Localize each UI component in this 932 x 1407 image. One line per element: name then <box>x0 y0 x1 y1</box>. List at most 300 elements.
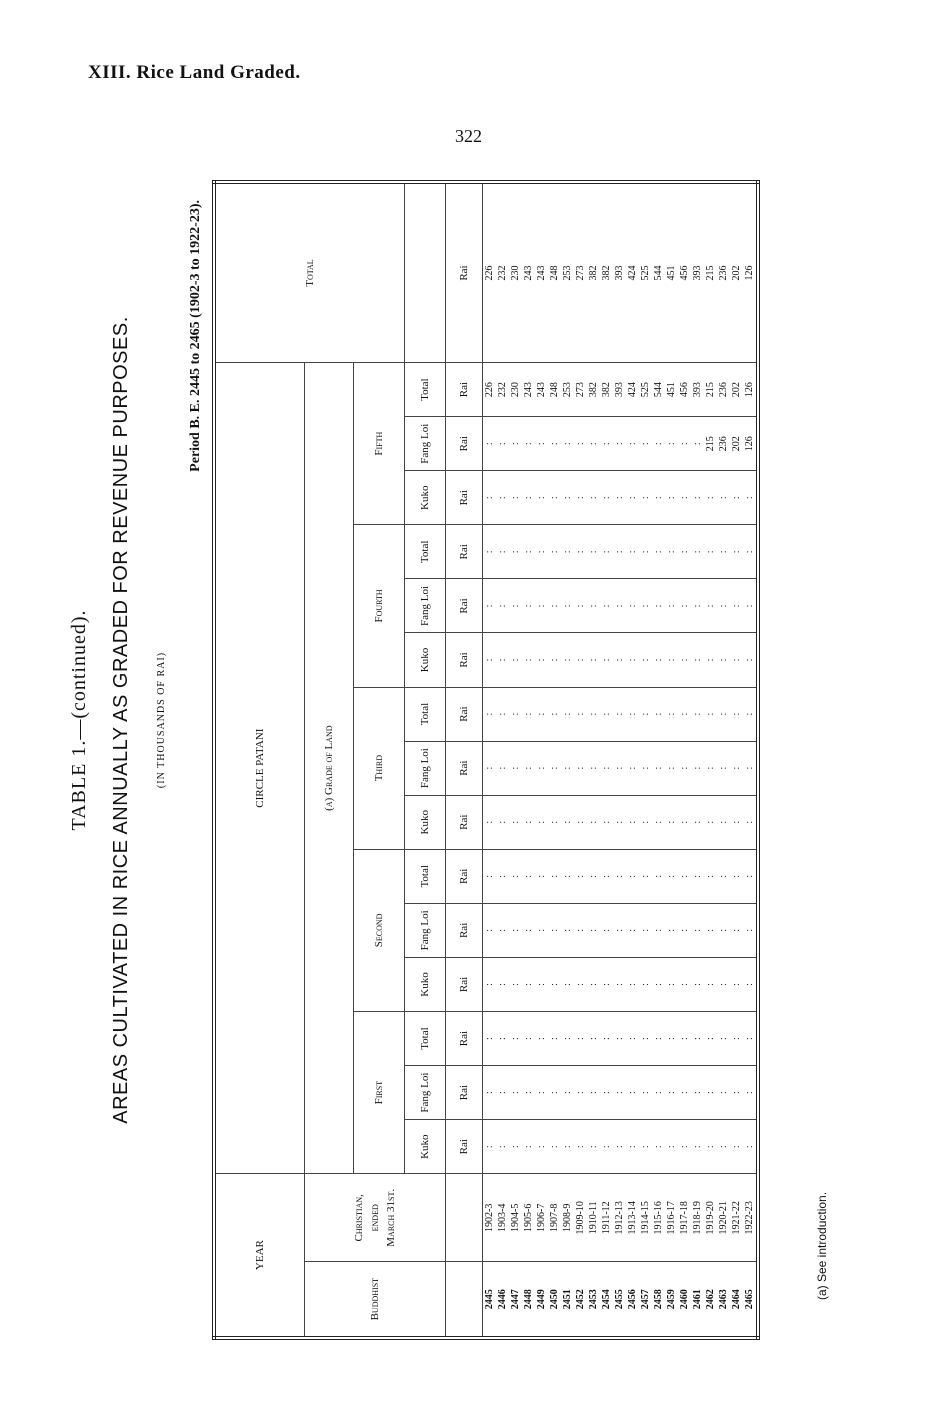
buddhist-year: 2464 <box>731 1289 742 1310</box>
christian-year: 1909-10 <box>575 1201 586 1235</box>
christian-year: 1911-12 <box>601 1201 612 1235</box>
subheader-first-total: Total <box>405 1012 446 1066</box>
blank-mark: : <box>627 1145 638 1149</box>
fifth-total-value: 202 <box>731 382 742 398</box>
blank-mark: : <box>588 1145 599 1149</box>
blank-mark: : <box>536 820 547 824</box>
grand-total-value: 544 <box>653 265 664 281</box>
unit-label: Rai <box>446 417 483 471</box>
grand-total-value: 202 <box>731 265 742 281</box>
blank-mark: : <box>523 550 534 554</box>
blank-mark: : <box>549 766 560 770</box>
grand-total-value: 248 <box>549 265 560 281</box>
blank-mark: : <box>536 766 547 770</box>
grade-third: Third <box>354 687 405 849</box>
blank-mark: : <box>705 1145 716 1149</box>
blank-mark: : <box>588 550 599 554</box>
table-label: TABLE 1.—(continued). <box>68 609 90 831</box>
blank-mark: : <box>523 1145 534 1149</box>
blank-mark: : <box>731 1145 742 1149</box>
blank-mark: : <box>627 983 638 986</box>
blank-mark: : <box>523 442 534 446</box>
blank-column <box>483 687 759 741</box>
blank-mark: : <box>523 712 534 716</box>
blank-mark: : <box>640 442 651 446</box>
blank-mark: : <box>497 550 508 554</box>
period-label: Period B. E. 2445 to 2465 (1902-3 to 1922-23). <box>188 200 203 472</box>
blank-mark: : <box>601 766 612 770</box>
blank-mark: : <box>484 766 495 770</box>
grand-total-value: 424 <box>627 265 638 281</box>
blank-mark: : <box>666 604 677 608</box>
blank-mark: : <box>627 712 638 716</box>
blank-mark: : <box>666 550 677 554</box>
blank-mark: : <box>705 1037 716 1040</box>
blank-mark: : <box>510 658 521 662</box>
blank-mark: : <box>536 712 547 716</box>
blank-mark: : <box>744 929 755 932</box>
blank-mark: : <box>679 550 690 554</box>
blank-mark: : <box>627 658 638 662</box>
blank-mark: : <box>731 983 742 986</box>
buddhist-year: 2455 <box>614 1289 625 1310</box>
blank-mark: : <box>536 1037 547 1040</box>
blank-mark: : <box>640 712 651 716</box>
buddhist-header: Buddhist <box>305 1262 446 1338</box>
christian-year: 1921-22 <box>731 1201 742 1235</box>
blank-mark: : <box>705 496 716 500</box>
blank-mark: : <box>523 929 534 932</box>
total-header: Total <box>214 182 405 363</box>
blank-mark: : <box>692 712 703 716</box>
blank-mark: : <box>653 766 664 770</box>
blank-column <box>483 1012 759 1066</box>
blank-mark: : <box>692 983 703 986</box>
unit-label: Rai <box>446 903 483 957</box>
table-title: AREAS CULTIVATED IN RICE ANNUALLY AS GRADED FOR REVENUE PURPOSES. <box>110 316 132 1124</box>
buddhist-year: 2449 <box>536 1289 547 1310</box>
buddhist-year: 2457 <box>640 1289 651 1310</box>
blank-mark: : <box>705 929 716 932</box>
blank-mark: : <box>523 1091 534 1095</box>
footnote: (a) See introduction. <box>815 1191 829 1300</box>
blank-mark: : <box>497 983 508 986</box>
christian-year: 1920-21 <box>718 1201 729 1235</box>
buddhist-year: 2461 <box>692 1289 703 1310</box>
blank-mark: : <box>692 929 703 932</box>
fifth-total-value: 236 <box>718 382 729 398</box>
blank-mark: : <box>731 550 742 554</box>
blank-mark: : <box>653 496 664 500</box>
blank-mark: : <box>653 820 664 824</box>
unit-label: Rai <box>446 1120 483 1174</box>
christian-year: 1905-6 <box>523 1203 534 1232</box>
fifth-total-value: 382 <box>601 382 612 398</box>
grand-total-value: 236 <box>718 265 729 281</box>
blank-mark: : <box>588 604 599 608</box>
blank-mark: : <box>536 874 547 878</box>
subheader-fifth-kuko: Kuko <box>405 471 446 525</box>
blank-mark: : <box>653 712 664 716</box>
blank-mark: : <box>666 820 677 824</box>
blank-mark: : <box>744 874 755 878</box>
blank-mark: : <box>679 983 690 986</box>
christian-year: 1908-9 <box>562 1203 573 1232</box>
blank-mark: : <box>588 496 599 500</box>
blank-mark: : <box>497 1037 508 1040</box>
fifth-fang-loi-value: 126 <box>744 436 755 452</box>
blank-mark: : <box>562 983 573 986</box>
blank-column <box>483 525 759 579</box>
subheader-second-fang-loi: Fang Loi <box>405 903 446 957</box>
grade-second: Second <box>354 849 405 1011</box>
grand-total-value: 382 <box>588 265 599 281</box>
blank-mark: : <box>679 874 690 878</box>
buddhist-year: 2450 <box>549 1289 560 1310</box>
blank-mark: : <box>601 874 612 878</box>
blank-mark: : <box>601 1091 612 1095</box>
blank-mark: : <box>718 550 729 554</box>
blank-mark: : <box>718 1145 729 1149</box>
subheader-fourth-kuko: Kuko <box>405 633 446 687</box>
blank-mark: : <box>627 1091 638 1095</box>
blank-mark: : <box>744 604 755 608</box>
blank-mark: : <box>575 658 586 662</box>
buddhist-year: 2454 <box>601 1289 612 1310</box>
grade-fourth: Fourth <box>354 525 405 687</box>
grand-total-value: 243 <box>523 265 534 281</box>
blank-mark: : <box>549 929 560 932</box>
blank-mark: : <box>692 820 703 824</box>
blank-mark: : <box>718 766 729 770</box>
blank-mark: : <box>575 496 586 500</box>
blank-mark: : <box>679 1037 690 1040</box>
blank-mark: : <box>614 1145 625 1149</box>
year-header: YEAR <box>214 1174 305 1338</box>
blank-mark: : <box>523 874 534 878</box>
christian-year: 1904-5 <box>510 1203 521 1232</box>
christian-year: 1919-20 <box>705 1201 716 1235</box>
blank-mark: : <box>575 550 586 554</box>
blank-mark: : <box>679 1091 690 1095</box>
blank-mark: : <box>653 550 664 554</box>
blank-mark: : <box>562 929 573 932</box>
blank-mark: : <box>614 496 625 500</box>
blank-mark: : <box>731 820 742 824</box>
fifth-total-value: 393 <box>614 382 625 398</box>
blank-mark: : <box>510 874 521 878</box>
blank-column <box>483 741 759 795</box>
unit-label: Rai <box>446 471 483 525</box>
blank-mark: : <box>575 983 586 986</box>
blank-mark: : <box>705 604 716 608</box>
blank-mark: : <box>731 766 742 770</box>
blank-mark: : <box>549 874 560 878</box>
blank-mark: : <box>731 496 742 500</box>
blank-mark: : <box>692 550 703 554</box>
blank-mark: : <box>510 442 521 446</box>
grand-total-value: 230 <box>510 265 521 281</box>
blank-mark: : <box>536 496 547 500</box>
grade-first: First <box>354 1012 405 1174</box>
subheader-third-total: Total <box>405 687 446 741</box>
blank-mark: : <box>744 658 755 662</box>
blank-mark: : <box>497 712 508 716</box>
blank-mark: : <box>549 820 560 824</box>
blank-mark: : <box>614 983 625 986</box>
blank-mark: : <box>679 1145 690 1149</box>
total-subheader-blank <box>405 182 446 363</box>
blank-mark: : <box>510 766 521 770</box>
blank-mark: : <box>744 1145 755 1149</box>
blank-mark: : <box>666 766 677 770</box>
blank-mark: : <box>705 550 716 554</box>
blank-mark: : <box>731 604 742 608</box>
blank-mark: : <box>627 550 638 554</box>
blank-mark: : <box>627 929 638 932</box>
blank-mark: : <box>666 496 677 500</box>
blank-mark: : <box>536 983 547 986</box>
subheader-second-kuko: Kuko <box>405 957 446 1011</box>
unit-label: Rai <box>446 795 483 849</box>
blank-mark: : <box>640 929 651 932</box>
blank-mark: : <box>536 550 547 554</box>
christian-year: 1903-4 <box>497 1203 508 1232</box>
blank-mark: : <box>666 983 677 986</box>
blank-mark: : <box>510 820 521 824</box>
blank-mark: : <box>705 1091 716 1095</box>
fifth-total-value: 424 <box>627 382 638 398</box>
blank-mark: : <box>601 712 612 716</box>
blank-mark: : <box>601 929 612 932</box>
buddhist-year: 2452 <box>575 1289 586 1310</box>
blank-mark: : <box>692 874 703 878</box>
grand-total-value: 126 <box>744 265 755 281</box>
blank-mark: : <box>575 712 586 716</box>
blank-mark: : <box>484 874 495 878</box>
blank-mark: : <box>614 550 625 554</box>
blank-mark: : <box>692 442 703 446</box>
blank-mark: : <box>562 496 573 500</box>
blank-mark: : <box>562 820 573 824</box>
blank-mark: : <box>692 1145 703 1149</box>
buddhist-year: 2459 <box>666 1289 677 1310</box>
subheader-first-kuko: Kuko <box>405 1120 446 1174</box>
blank-mark: : <box>744 1037 755 1040</box>
blank-mark: : <box>705 983 716 986</box>
blank-mark: : <box>627 604 638 608</box>
unit-blank <box>446 1174 483 1262</box>
christian-year: 1906-7 <box>536 1203 547 1232</box>
unit-label: Rai <box>446 1066 483 1120</box>
blank-mark: : <box>549 658 560 662</box>
rotated-page <box>60 80 840 1360</box>
blank-mark: : <box>614 1037 625 1040</box>
blank-mark: : <box>653 1145 664 1149</box>
blank-mark: : <box>549 712 560 716</box>
blank-mark: : <box>601 442 612 446</box>
blank-mark: : <box>705 712 716 716</box>
blank-mark: : <box>614 820 625 824</box>
christian-year: 1914-15 <box>640 1201 651 1235</box>
blank-mark: : <box>484 712 495 716</box>
christian-year: 1907-8 <box>549 1203 560 1232</box>
blank-mark: : <box>744 766 755 770</box>
fifth-total-value: 126 <box>744 382 755 398</box>
blank-mark: : <box>575 1037 586 1040</box>
christian-year: 1910-11 <box>588 1201 599 1235</box>
fifth-total-value: 232 <box>497 382 508 398</box>
blank-mark: : <box>744 550 755 554</box>
blank-mark: : <box>497 874 508 878</box>
blank-mark: : <box>692 1037 703 1040</box>
blank-mark: : <box>484 550 495 554</box>
blank-mark: : <box>497 929 508 932</box>
blank-mark: : <box>588 766 599 770</box>
blank-column <box>483 957 759 1011</box>
blank-mark: : <box>510 496 521 500</box>
blank-mark: : <box>744 712 755 716</box>
blank-mark: : <box>484 496 495 500</box>
fifth-total-value: 243 <box>523 382 534 398</box>
fifth-fang-loi-value: 215 <box>705 436 716 452</box>
christian-year: 1922-23 <box>744 1201 755 1235</box>
blank-mark: : <box>549 1037 560 1040</box>
fifth-total-value: 382 <box>588 382 599 398</box>
blank-mark: : <box>640 874 651 878</box>
blank-mark: : <box>640 604 651 608</box>
blank-column <box>483 1120 759 1174</box>
blank-mark: : <box>510 983 521 986</box>
grand-total-value: 393 <box>692 265 703 281</box>
blank-mark: : <box>666 874 677 878</box>
blank-mark: : <box>679 766 690 770</box>
blank-column <box>483 795 759 849</box>
blank-mark: : <box>575 1145 586 1149</box>
grand-total-value: 525 <box>640 265 651 281</box>
blank-mark: : <box>666 712 677 716</box>
blank-mark: : <box>614 874 625 878</box>
fifth-fang-loi-value: 236 <box>718 436 729 452</box>
blank-mark: : <box>744 983 755 986</box>
blank-mark: : <box>536 1091 547 1095</box>
blank-mark: : <box>653 874 664 878</box>
blank-mark: : <box>679 604 690 608</box>
blank-mark: : <box>497 1145 508 1149</box>
blank-mark: : <box>588 658 599 662</box>
fifth-total-value: 253 <box>562 382 573 398</box>
blank-mark: : <box>731 929 742 932</box>
fifth-total-value: 456 <box>679 382 690 398</box>
blank-mark: : <box>744 1091 755 1095</box>
blank-mark: : <box>562 1145 573 1149</box>
blank-mark: : <box>536 1145 547 1149</box>
blank-mark: : <box>549 983 560 986</box>
blank-mark: : <box>549 442 560 446</box>
blank-mark: : <box>614 658 625 662</box>
blank-mark: : <box>666 658 677 662</box>
blank-mark: : <box>666 442 677 446</box>
blank-mark: : <box>640 496 651 500</box>
blank-mark: : <box>692 604 703 608</box>
blank-mark: : <box>627 442 638 446</box>
blank-mark: : <box>692 658 703 662</box>
subheader-first-fang-loi: Fang Loi <box>405 1066 446 1120</box>
unit-label: Rai <box>446 1012 483 1066</box>
blank-mark: : <box>692 1091 703 1095</box>
unit-label: Rai <box>446 957 483 1011</box>
blank-mark: : <box>562 712 573 716</box>
grand-total-value: 232 <box>497 265 508 281</box>
blank-mark: : <box>523 820 534 824</box>
blank-mark: : <box>718 1037 729 1040</box>
blank-mark: : <box>679 442 690 446</box>
blank-mark: : <box>588 874 599 878</box>
blank-mark: : <box>575 1091 586 1095</box>
blank-mark: : <box>653 604 664 608</box>
buddhist-year: 2451 <box>562 1289 573 1310</box>
blank-mark: : <box>601 1037 612 1040</box>
data-table <box>212 180 760 1340</box>
blank-mark: : <box>484 604 495 608</box>
christian-year: 1912-13 <box>614 1201 625 1235</box>
blank-mark: : <box>640 550 651 554</box>
christian-year: 1916-17 <box>666 1201 677 1235</box>
grand-total-value: 253 <box>562 265 573 281</box>
unit-label: Rai <box>446 579 483 633</box>
blank-mark: : <box>536 604 547 608</box>
blank-mark: : <box>718 929 729 932</box>
blank-column <box>483 471 759 525</box>
blank-mark: : <box>497 604 508 608</box>
blank-mark: : <box>627 766 638 770</box>
fifth-total-value: 243 <box>536 382 547 398</box>
fifth-total-value: 226 <box>484 382 495 398</box>
blank-mark: : <box>549 496 560 500</box>
subheader-fifth-total: Total <box>405 363 446 417</box>
blank-mark: : <box>731 1091 742 1095</box>
unit-label: Rai <box>446 363 483 417</box>
blank-mark: : <box>484 658 495 662</box>
christian-years <box>483 1174 759 1262</box>
blank-mark: : <box>523 983 534 986</box>
page-number: 322 <box>455 126 482 146</box>
blank-mark: : <box>614 712 625 716</box>
blank-mark: : <box>679 658 690 662</box>
blank-mark: : <box>666 929 677 932</box>
blank-mark: : <box>484 1091 495 1095</box>
blank-mark: : <box>731 712 742 716</box>
blank-mark: : <box>601 1145 612 1149</box>
blank-column <box>483 579 759 633</box>
blank-mark: : <box>653 1037 664 1040</box>
grand-total-value: 273 <box>575 265 586 281</box>
blank-mark: : <box>705 658 716 662</box>
circle-header: CIRCLE PATANI <box>214 363 305 1174</box>
grand-total-value: 456 <box>679 265 690 281</box>
grand-total-value: 382 <box>601 265 612 281</box>
blank-mark: : <box>653 1091 664 1095</box>
fifth-fang-loi-column <box>483 417 759 471</box>
blank-mark: : <box>731 658 742 662</box>
blank-mark: : <box>640 820 651 824</box>
christian-year: 1902-3 <box>484 1203 495 1232</box>
blank-mark: : <box>510 1145 521 1149</box>
blank-mark: : <box>640 983 651 986</box>
blank-mark: : <box>484 1037 495 1040</box>
blank-mark: : <box>575 820 586 824</box>
blank-column <box>483 903 759 957</box>
